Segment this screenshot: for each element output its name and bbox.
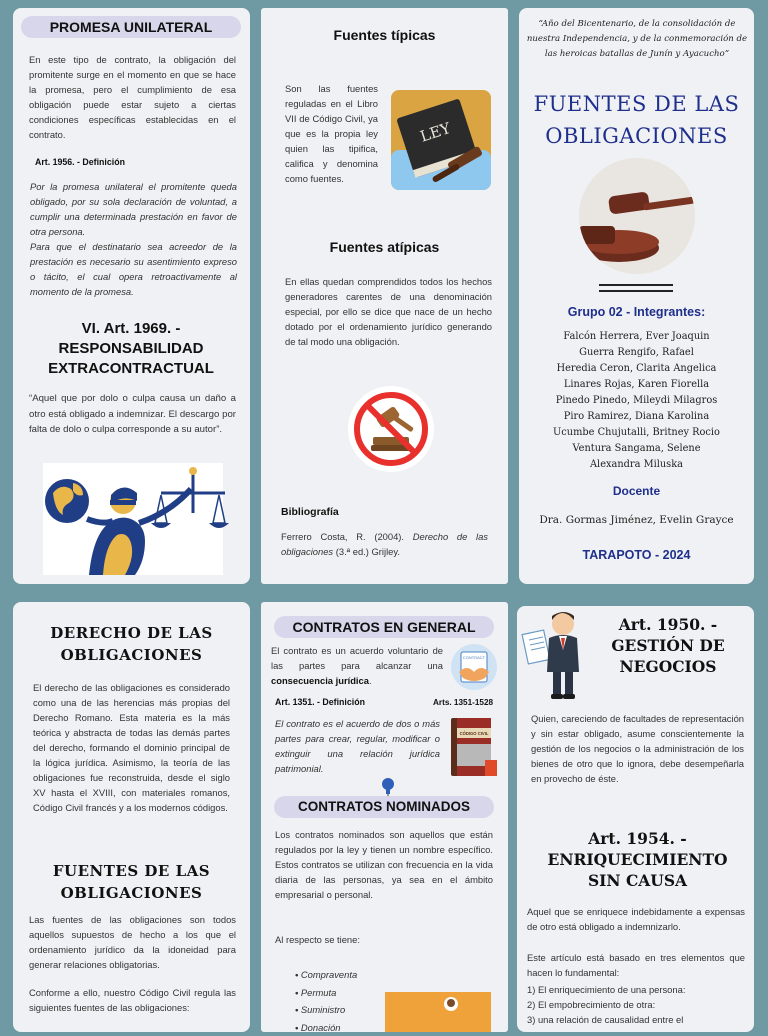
fuentes-title-2: FUENTES DE LAS OBLIGACIONES xyxy=(33,860,230,904)
teacher-label: Docente xyxy=(519,484,754,498)
contract-type-item: • Compraventa xyxy=(295,966,395,984)
element-item: 1) El enriquecimiento de una persona: xyxy=(527,982,745,997)
no-gavel-icon xyxy=(347,385,435,473)
bibliografia-entry: Ferrero Costa, R. (2004). Derecho de las obligaciones (3.ª ed.) Grijley. xyxy=(281,529,488,559)
civil-code-book-image xyxy=(447,714,499,780)
group-label: Grupo 02 - Integrantes: xyxy=(519,305,754,319)
fuentes-atipicas-title: Fuentes atípicas xyxy=(261,239,508,255)
panel-contratos xyxy=(261,602,508,1032)
member-name: Ucumbe Chujutalli, Britney Rocio xyxy=(519,425,754,441)
place-year: TARAPOTO - 2024 xyxy=(519,548,754,562)
panel-fuentes-tipicas-atipicas xyxy=(261,8,508,584)
promesa-intro: En este tipo de contrato, la obligación del promitente surge en el momento en que se hace la promesa, pero el cumplimiento de esa obligación puede estar sujeto a ciertas condiciones específicas establecidas en el contrato. xyxy=(29,52,236,142)
contract-type-item: • Permuta xyxy=(295,984,395,1002)
section-pill-nominados: CONTRATOS NOMINADOS xyxy=(274,796,494,818)
art-1351-text: El contrato es el acuerdo de dos o más partes para crear, regular, modificar o extinguir una relación jurídica patrimonial. xyxy=(275,716,440,776)
panel-derecho-obligaciones xyxy=(13,602,250,1032)
contract-handshake-icon xyxy=(451,644,497,690)
section-pill-promesa: PROMESA UNILATERAL xyxy=(21,16,241,38)
contract-type-item: • Suministro xyxy=(295,1001,395,1019)
art-1954-intro: Este artículo está basado en tres elementos que hacen lo fundamental: xyxy=(527,950,745,980)
element-item: 3) una relación de causalidad entre el xyxy=(527,1012,745,1027)
contract-label: CONTRACT xyxy=(463,655,486,660)
art-1351-label: Art. 1351. - Definición xyxy=(275,697,365,707)
member-name: Heredia Ceron, Clarita Angelica xyxy=(519,361,754,377)
member-name: Alexandra Miluska xyxy=(519,457,754,473)
art-1956-label: Art. 1956. - Definición xyxy=(35,157,125,167)
member-name: Linares Rojas, Karen Fiorella xyxy=(519,377,754,393)
member-name: Ventura Sangama, Selene xyxy=(519,441,754,457)
code-label: CÓDIGO CIVIL xyxy=(460,731,489,736)
law-book-image xyxy=(391,90,491,190)
member-name: Falcón Herrera, Ever Joaquin xyxy=(519,329,754,345)
nominados-text: Los contratos nominados son aquellos que están regulados por la ley y tienen un nombre específico. Estos contratos se utilizan con frecuencia en la vida diaria de las personas, ya sea en el ámbito empresarial o personal. xyxy=(275,827,493,902)
fuentes-tipicas-text: Son las fuentes reguladas en el Libro VII de Código Civil, ya que es la propia ley quien las tipifica, califica y denomina como fuentes. xyxy=(285,81,378,186)
members-list xyxy=(519,329,754,473)
fuentes-text-3: Conforme a ello, nuestro Código Civil regula las siguientes fuentes de las obligaciones: xyxy=(29,985,236,1015)
divider-ornament xyxy=(597,282,675,294)
art-1956-text-1: Por la promesa unilateral el promitente queda obligado, por su sola declaración de voluntad, a cumplir una determinada prestación en favor de otra persona. xyxy=(30,179,237,239)
book-label: LEY xyxy=(418,119,454,146)
art-1969-quote: “Aquel que por dolo o culpa causa un daño a otro está obligado a indemnizar. El descargo por falta de dolo o culpa corresponde a su autor”. xyxy=(29,391,236,438)
member-name: Pinedo Pinedo, Mileydi Milagros xyxy=(519,393,754,409)
section-pill-contratos: CONTRATOS EN GENERAL xyxy=(274,616,494,638)
teacher-name: Dra. Gormas Jiménez, Evelin Grayce xyxy=(519,514,754,526)
lady-justice-illustration xyxy=(43,463,223,575)
art-1956-text-2: Para que el destinatario sea acreedor de la prestación es necesario su asentimiento expreso o tácito, el cual opera retroactivamente al momento de la promesa. xyxy=(30,239,237,299)
element-item: 2) El empobrecimiento de otra: xyxy=(527,997,745,1012)
art-1969-title: VI. Art. 1969. - RESPONSABILIDAD EXTRACONTRACTUAL xyxy=(33,319,229,379)
fuentes-text-2: Las fuentes de las obligaciones son todos aquellos supuestos de hecho a los que el ordenamiento jurídico da la idoneidad para generar relaciones obligatorias. xyxy=(29,912,236,972)
motto-text: “Año del Bicentenario, de la consolidación de nuestra Independencia, y de la conmemoración de las heroicas batallas de Junín y Ayacucho” xyxy=(525,17,749,62)
cover-title: FUENTES DE LAS OBLIGACIONES xyxy=(519,88,754,152)
member-name: Guerra Rengifo, Rafael xyxy=(519,345,754,361)
panel-promesa-unilateral xyxy=(13,8,250,584)
art-1954-text: Aquel que se enriquece indebidamente a expensas de otro está obligado a indemnizarlo. xyxy=(527,904,745,934)
nominados-intro: Al respecto se tiene: xyxy=(275,932,493,947)
elements-list xyxy=(527,982,745,1027)
fuentes-tipicas-title: Fuentes típicas xyxy=(261,27,508,43)
fuentes-atipicas-text: En ellas quedan comprendidos todos los hechos generadores carentes de una denominación especial, por ello se dice que nace de un hecho dotado por el ordenamiento jurídico generando de tal modo una obligación. xyxy=(285,274,492,349)
derecho-text: El derecho de las obligaciones es considerado como una de las herencias más propias del Derecho Romano. Esta materia es la más teórica y abstracta de todas las demás partes del derecho, formando el dominio principal de la lógica jurídica. Asimismo, la teoría de las obligaciones fue reconstruida, desde el siglo XV hasta el XVIII, con materiales romanos, Código Civil francés y a los modernos códigos. xyxy=(33,680,230,815)
panel-gestion-enriquecimiento xyxy=(517,606,754,1032)
art-1950-title: Art. 1950. - GESTIÓN DE NEGOCIOS xyxy=(583,614,753,677)
bibliografia-title: Bibliografía xyxy=(281,506,339,518)
businessman-illustration xyxy=(519,608,585,700)
contract-type-item: • Donación xyxy=(295,1019,395,1036)
business-illustration xyxy=(385,992,491,1032)
nominados-list xyxy=(295,966,395,1036)
art-1950-text: Quien, careciendo de facultades de representación y sin estar obligado, asume conscientemente la gestión de los negocios o la administración de los bienes de otro que lo ignora, debe desempeñarla en provecho de éste. xyxy=(531,711,744,786)
panel-portada xyxy=(519,8,754,584)
contrato-intro: El contrato es un acuerdo voluntario de las partes para alcanzar una consecuencia jurídica. xyxy=(271,643,443,688)
gavel-cover-image xyxy=(579,158,695,274)
derecho-title: DERECHO DE LAS OBLIGACIONES xyxy=(33,622,230,666)
member-name: Piro Ramirez, Diana Karolina xyxy=(519,409,754,425)
art-range-label: Arts. 1351-1528 xyxy=(433,698,493,707)
art-1954-title: Art. 1954. - ENRIQUECIMIENTO SIN CAUSA xyxy=(531,828,744,891)
